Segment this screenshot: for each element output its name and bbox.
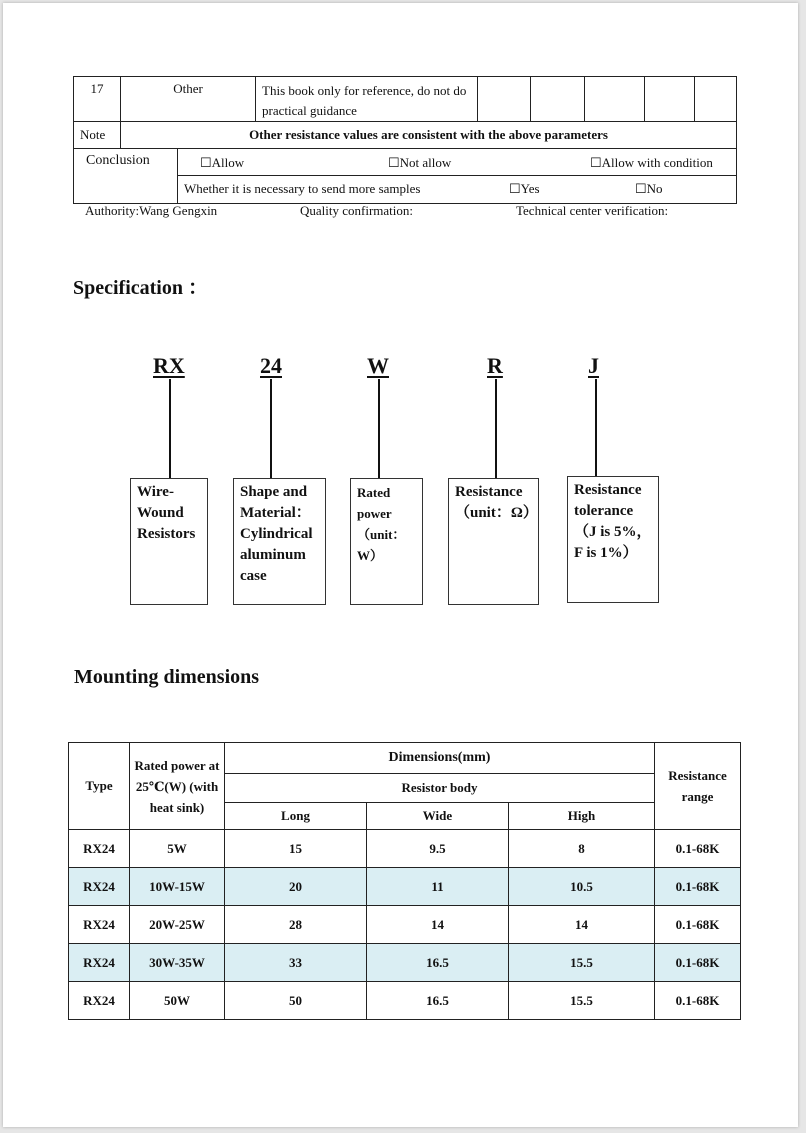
header-row bbox=[69, 743, 741, 774]
note-label: Note bbox=[74, 122, 121, 149]
rated-power-header: Rated power at 25℃(W) (with heat sink) bbox=[130, 743, 225, 830]
power-cell: 50W bbox=[130, 982, 225, 1020]
allow-checkbox[interactable]: ☐Allow bbox=[200, 154, 245, 170]
wide-cell: 14 bbox=[367, 906, 509, 944]
wide-cell: 16.5 bbox=[367, 982, 509, 1020]
document-page bbox=[3, 3, 798, 1127]
no-checkbox[interactable]: ☐No bbox=[635, 180, 663, 196]
long-cell: 15 bbox=[225, 830, 367, 868]
spec-box-tolerance: Resistance tolerance （J is 5%，F is 1%） bbox=[567, 476, 659, 603]
table-row bbox=[69, 944, 741, 982]
resistor-body-header: Resistor body bbox=[225, 774, 655, 803]
connector-line bbox=[595, 379, 597, 477]
type-cell: RX24 bbox=[69, 944, 130, 982]
signature-line bbox=[85, 203, 705, 219]
power-cell: 5W bbox=[130, 830, 225, 868]
range-cell: 0.1-68K bbox=[655, 944, 741, 982]
empty-cell bbox=[478, 77, 531, 122]
inspection-form-table bbox=[73, 76, 737, 204]
wide-header: Wide bbox=[367, 803, 509, 830]
code-24: 24 bbox=[260, 353, 282, 378]
form-row-note bbox=[74, 122, 737, 149]
wide-cell: 9.5 bbox=[367, 830, 509, 868]
empty-cell bbox=[645, 77, 695, 122]
spec-box-rated-power: Rated power （unit：W） bbox=[350, 478, 423, 605]
allow-with-condition-checkbox[interactable]: ☐Allow with condition bbox=[590, 154, 713, 170]
type-cell: RX24 bbox=[69, 982, 130, 1020]
power-cell: 30W-35W bbox=[130, 944, 225, 982]
type-cell: RX24 bbox=[69, 906, 130, 944]
row-content: This book only for reference, do not do practical guidance bbox=[256, 77, 478, 122]
form-row-17 bbox=[74, 77, 737, 122]
range-cell: 0.1-68K bbox=[655, 830, 741, 868]
long-cell: 50 bbox=[225, 982, 367, 1020]
long-cell: 33 bbox=[225, 944, 367, 982]
high-cell: 14 bbox=[509, 906, 655, 944]
type-cell: RX24 bbox=[69, 830, 130, 868]
resistance-range-header: Resistance range bbox=[655, 743, 741, 830]
high-cell: 15.5 bbox=[509, 944, 655, 982]
mounting-dimensions-table bbox=[68, 742, 741, 1020]
long-header: Long bbox=[225, 803, 367, 830]
long-cell: 20 bbox=[225, 868, 367, 906]
type-cell: RX24 bbox=[69, 868, 130, 906]
table-row bbox=[69, 830, 741, 868]
code-j: J bbox=[588, 353, 599, 378]
wide-cell: 16.5 bbox=[367, 944, 509, 982]
spec-box-wire-wound: Wire-Wound Resistors bbox=[130, 478, 208, 605]
table-row bbox=[69, 982, 741, 1020]
yes-checkbox[interactable]: ☐Yes bbox=[509, 180, 540, 196]
form-row-conclusion bbox=[74, 149, 737, 204]
code-rx: RX bbox=[153, 353, 185, 378]
samples-row bbox=[178, 176, 736, 202]
spec-box-shape-material: Shape and Material：Cylindrical aluminum case bbox=[233, 478, 326, 605]
connector-line bbox=[270, 379, 272, 479]
row-number: 17 bbox=[74, 77, 121, 122]
mounting-heading: Mounting dimensions bbox=[74, 666, 260, 688]
table-row bbox=[69, 906, 741, 944]
not-allow-checkbox[interactable]: ☐Not allow bbox=[388, 154, 452, 170]
samples-question: Whether it is necessary to send more samples bbox=[184, 180, 421, 196]
range-cell: 0.1-68K bbox=[655, 906, 741, 944]
long-cell: 28 bbox=[225, 906, 367, 944]
spec-box-resistance: Resistance （unit：Ω） bbox=[448, 478, 539, 605]
power-cell: 10W-15W bbox=[130, 868, 225, 906]
high-header: High bbox=[509, 803, 655, 830]
authority-label: Authority:Wang Gengxin bbox=[85, 203, 218, 218]
high-cell: 15.5 bbox=[509, 982, 655, 1020]
high-cell: 8 bbox=[509, 830, 655, 868]
specification-heading: Specification ： bbox=[73, 277, 208, 299]
range-cell: 0.1-68K bbox=[655, 868, 741, 906]
code-w: W bbox=[367, 353, 389, 378]
dimensions-header: Dimensions(mm) bbox=[225, 743, 655, 774]
wide-cell: 11 bbox=[367, 868, 509, 906]
empty-cell bbox=[695, 77, 737, 122]
note-text: Other resistance values are consistent with the above parameters bbox=[121, 122, 737, 149]
connector-line bbox=[495, 379, 497, 479]
row-item: Other bbox=[121, 77, 256, 122]
quality-confirmation-label: Quality confirmation: bbox=[300, 203, 414, 218]
connector-line bbox=[169, 379, 171, 479]
type-header: Type bbox=[69, 743, 130, 830]
connector-line bbox=[378, 379, 380, 479]
table-row bbox=[69, 868, 741, 906]
empty-cell bbox=[531, 77, 585, 122]
technical-verification-label: Technical center verification: bbox=[516, 203, 669, 218]
code-r: R bbox=[487, 353, 503, 378]
empty-cell bbox=[585, 77, 645, 122]
power-cell: 20W-25W bbox=[130, 906, 225, 944]
conclusion-options bbox=[178, 151, 736, 176]
conclusion-label: Conclusion bbox=[74, 149, 178, 204]
high-cell: 10.5 bbox=[509, 868, 655, 906]
range-cell: 0.1-68K bbox=[655, 982, 741, 1020]
